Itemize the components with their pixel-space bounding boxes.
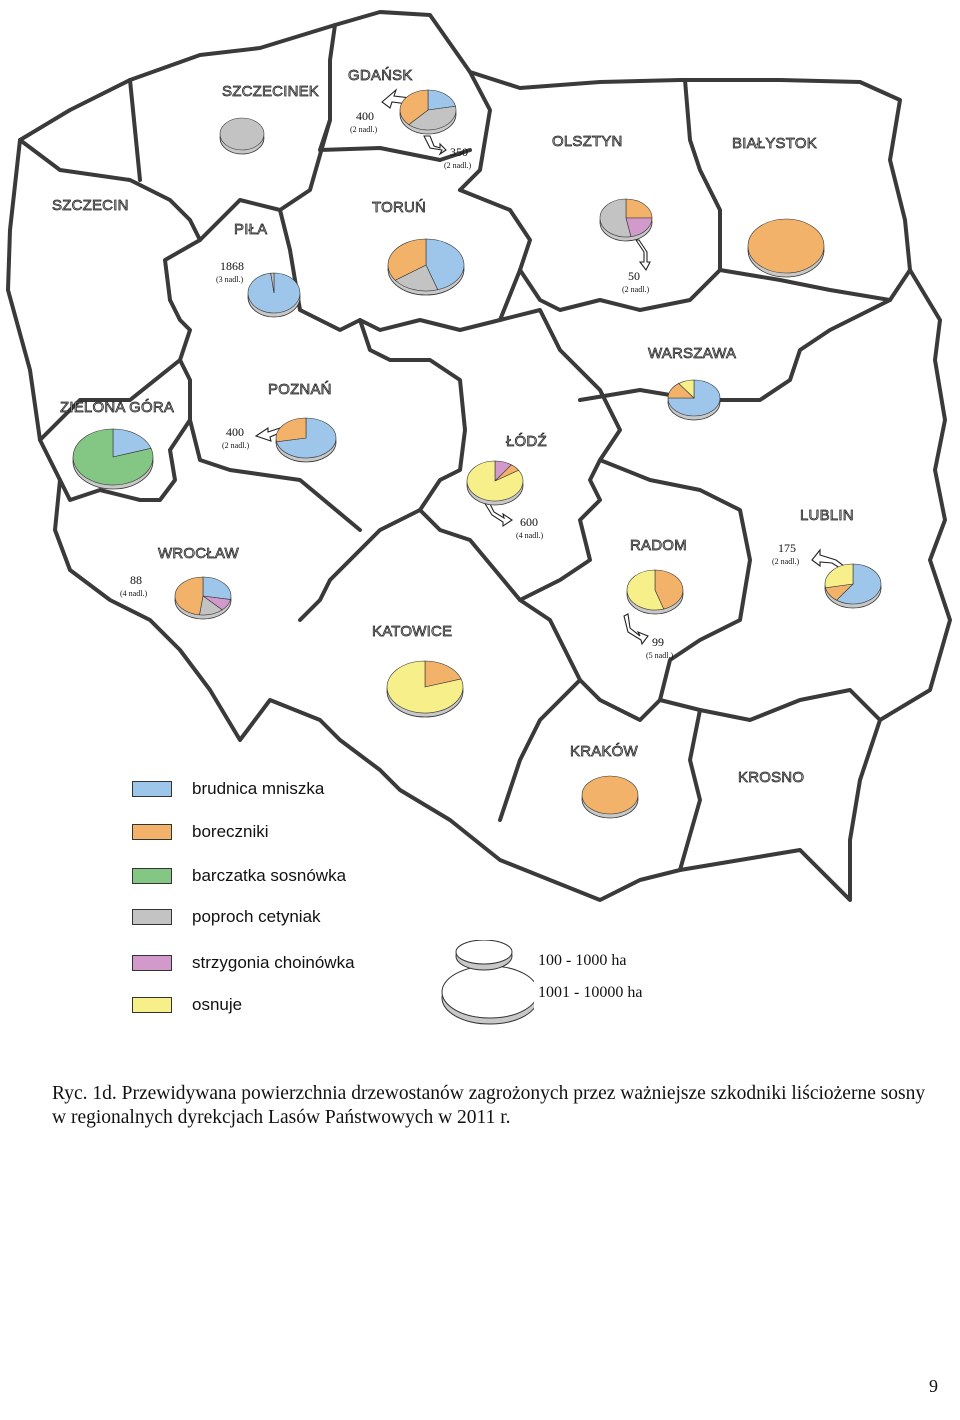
nadl-pila: (3 nadl.) (216, 275, 244, 284)
pie-slice-orange (276, 418, 306, 442)
legend-swatch-gray (132, 909, 172, 925)
region-label-wroclaw: WROCŁAW (158, 545, 239, 562)
legend-swatch-blue (132, 781, 172, 797)
region-label-pila: PIŁA (234, 221, 268, 238)
legend-label: boreczniki (192, 822, 269, 841)
region-label-krakow: KRAKÓW (570, 743, 638, 760)
pointer-arrows (256, 90, 844, 644)
region-label-olsztyn: OLSZTYN (552, 133, 623, 150)
region-label-warszawa: WARSZAWA (648, 345, 737, 362)
region-label-szczecin: SZCZECIN (52, 197, 129, 214)
pie-pila (248, 273, 300, 317)
size-legend-circles (434, 940, 534, 1032)
region-label-bialystok: BIAŁYSTOK (732, 135, 817, 152)
pie-slice-blue (203, 577, 231, 600)
pie-charts (73, 90, 881, 818)
pie-wroclaw (175, 577, 231, 619)
region-label-szczecinek: SZCZECINEK (222, 83, 320, 100)
pie-poznan (276, 418, 336, 462)
pie-slice-orange (626, 199, 652, 218)
arrow-gdansk-2 (424, 136, 446, 154)
value-radom: 99 (652, 635, 664, 649)
nadl-olsztyn: (2 nadl.) (622, 285, 650, 294)
legend-item-brudnica (132, 778, 324, 800)
legend-item-barczatka (132, 865, 346, 887)
nadl-gdansk: (2 nadl.) (350, 125, 378, 134)
legend-label: poproch cetyniak (192, 907, 321, 926)
legend-label: strzygonia choinówka (192, 953, 355, 972)
value-pila: 1868 (220, 259, 244, 273)
pie-szczecinek (220, 118, 264, 154)
nadl-radom: (5 nadl.) (646, 651, 674, 660)
page-number: 9 (929, 1376, 938, 1396)
region-label-poznan: POZNAŃ (268, 381, 332, 398)
pie-zielona_gora (73, 429, 153, 489)
pie-slice-gray (220, 118, 264, 150)
region-label-krosno: KROSNO (738, 769, 805, 786)
nadl-poznan: (2 nadl.) (222, 441, 250, 450)
value-poznan: 400 (226, 425, 244, 439)
legend-item-osnuje (132, 994, 242, 1016)
pie-lodz (467, 461, 523, 505)
pie-torun (388, 239, 464, 295)
pie-lublin (825, 564, 881, 608)
legend-label: osnuje (192, 995, 243, 1014)
legend-swatch-yellow (132, 997, 172, 1013)
legend-label: brudnica mniszka (192, 779, 325, 798)
size-legend (434, 940, 694, 1032)
pie-warszawa (668, 380, 720, 420)
region-label-radom: RADOM (630, 537, 687, 554)
value-gdansk: 400 (356, 109, 374, 123)
arrow-olsztyn (636, 240, 650, 270)
legend-item-strzygonia (132, 952, 355, 974)
pie-katowice (387, 661, 463, 717)
size-label-small: 100 - 1000 ha (538, 952, 627, 969)
region-label-zielona-gora: ZIELONA GÓRA (60, 399, 175, 416)
region-label-katowice: KATOWICE (372, 623, 453, 640)
pie-gdansk (400, 90, 456, 134)
legend-swatch-violet (132, 955, 172, 971)
legend-item-boreczniki (132, 821, 269, 843)
pie-bialystok (748, 219, 824, 277)
nadl-gdansk-2: (2 nadl.) (444, 161, 472, 170)
nadl-lublin: (2 nadl.) (772, 557, 800, 566)
legend-item-poproch (132, 906, 321, 928)
region-label-gdansk: GDAŃSK (348, 67, 413, 84)
value-wroclaw: 88 (130, 573, 142, 587)
legend-swatch-orange (132, 824, 172, 840)
figure-caption: Ryc. 1d. Przewidywana powierzchnia drzewostanów zagrożonych przez ważniejsze szkodniki liściożerne sosny w regionalnych dyrekcjach Lasów Państwowych w 2011 r. (52, 1083, 926, 1128)
region-label-lodz: ŁÓDŹ (506, 433, 547, 450)
legend-swatch-green (132, 868, 172, 884)
pie-olsztyn (600, 199, 652, 241)
value-lublin: 175 (778, 541, 796, 555)
pie-slice-orange (748, 219, 824, 273)
value-lodz: 600 (520, 515, 538, 529)
pie-radom (627, 570, 683, 614)
legend-label: barczatka sosnówka (192, 866, 347, 885)
value-olsztyn: 50 (628, 269, 640, 283)
size-label-large: 1001 - 10000 ha (538, 984, 643, 1001)
arrow-lublin (812, 550, 844, 568)
nadl-lodz: (4 nadl.) (516, 531, 544, 540)
nadl-wroclaw: (4 nadl.) (120, 589, 148, 598)
pie-slice-yellow (825, 564, 853, 588)
region-label-lublin: LUBLIN (800, 507, 854, 524)
arrow-radom (624, 614, 648, 644)
value-gdansk-2: 350 (450, 145, 468, 159)
region-label-torun: TORUŃ (372, 199, 427, 216)
